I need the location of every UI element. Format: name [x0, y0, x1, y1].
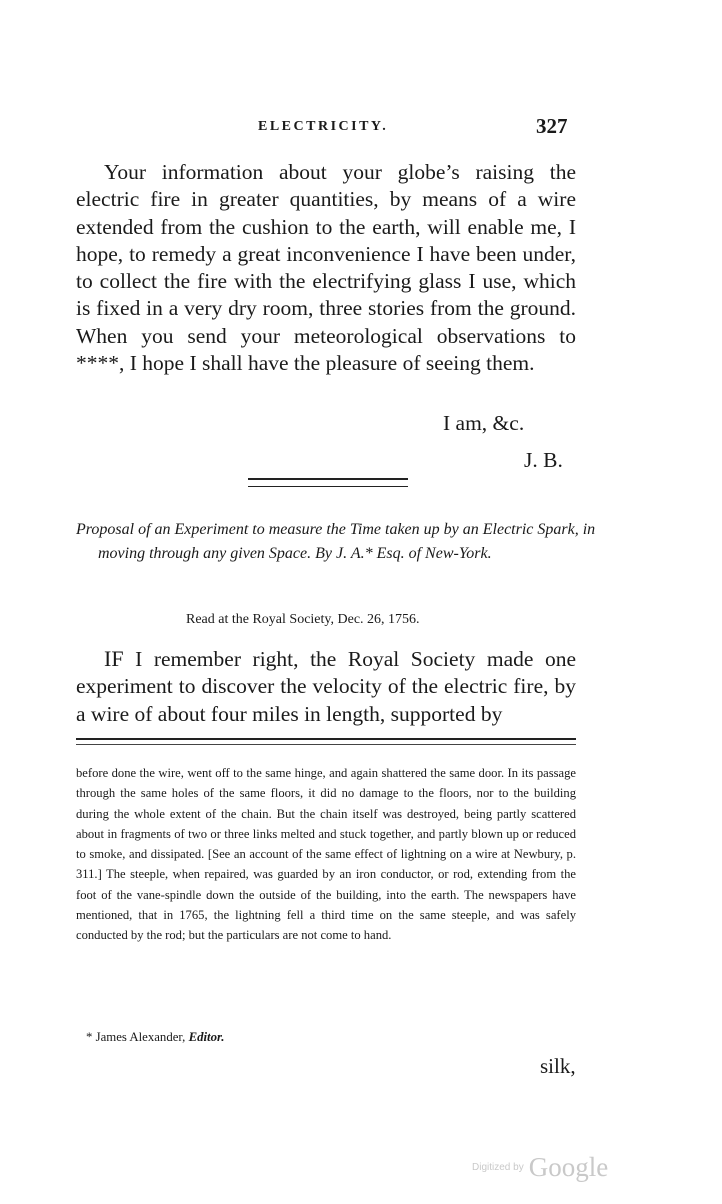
- letter-body: Your information about your globe’s raising the electric fire in greater quantities, by means of a wire extended from the cushion to the earth, will enable me, I hope, to remedy a great inconvenience I have been under, to collect the fire with the electrifying glass I use, which is fixed in a very dry room, three stories from the ground. When you send your meteorological observations to ****, I hope I shall have the pleasure of seeing them.: [76, 160, 576, 376]
- proposal-first-word: IF: [104, 646, 124, 671]
- watermark-logo-text: Google: [528, 1152, 609, 1182]
- footnote-rule: [76, 738, 576, 745]
- editor-name: * James Alexander,: [86, 1030, 186, 1044]
- watermark-small-text: Digitized by: [472, 1162, 524, 1173]
- digitization-watermark: [472, 1152, 608, 1183]
- proposal-title: Proposal of an Experiment to measure the Time taken up by an Electric Spark, in moving through any given Space. By J. A.* Esq. of New-York.: [76, 521, 596, 562]
- editor-role: Editor.: [188, 1030, 225, 1044]
- proposal-body-text: I remember right, the Royal Society made one experiment to discover the velocity of the electric fire, by a wire of about four miles in length, supported by: [76, 647, 577, 726]
- page-number: 327: [536, 114, 568, 138]
- letter-closing: I am, &c.: [443, 411, 525, 435]
- running-head: ELECTRICITY.: [258, 119, 389, 134]
- proposal-body: [76, 645, 576, 728]
- catchword: silk,: [540, 1054, 576, 1078]
- section-divider: [248, 478, 408, 487]
- editor-footnote: [86, 1030, 224, 1045]
- letter-signature: J. B.: [524, 448, 563, 472]
- read-note: Read at the Royal Society, Dec. 26, 1756.: [186, 612, 420, 627]
- footnote-text: before done the wire, went off to the same hinge, and again shattered the same door. In its passage through the same holes of the same floors, it did no damage to the floors, nor to the building during the whole extent of the chain. But the chain itself was destroyed, being partly scattered about in fragments of two or three links melted and stuck together, and partly blown up or reduced to smoke, and dissipated. [See an account of the same effect of lightning on a wire at Newbury, p. 311.] The steeple, when repaired, was guarded by an iron conductor, or rod, extending from the foot of the vane-spindle down the outside of the building, into the earth. The newspapers have mentioned, that in 1765, the lightning fell a third time on the same steeple, and was safely conducted by the rod; but the particulars are not come to hand.: [76, 766, 576, 943]
